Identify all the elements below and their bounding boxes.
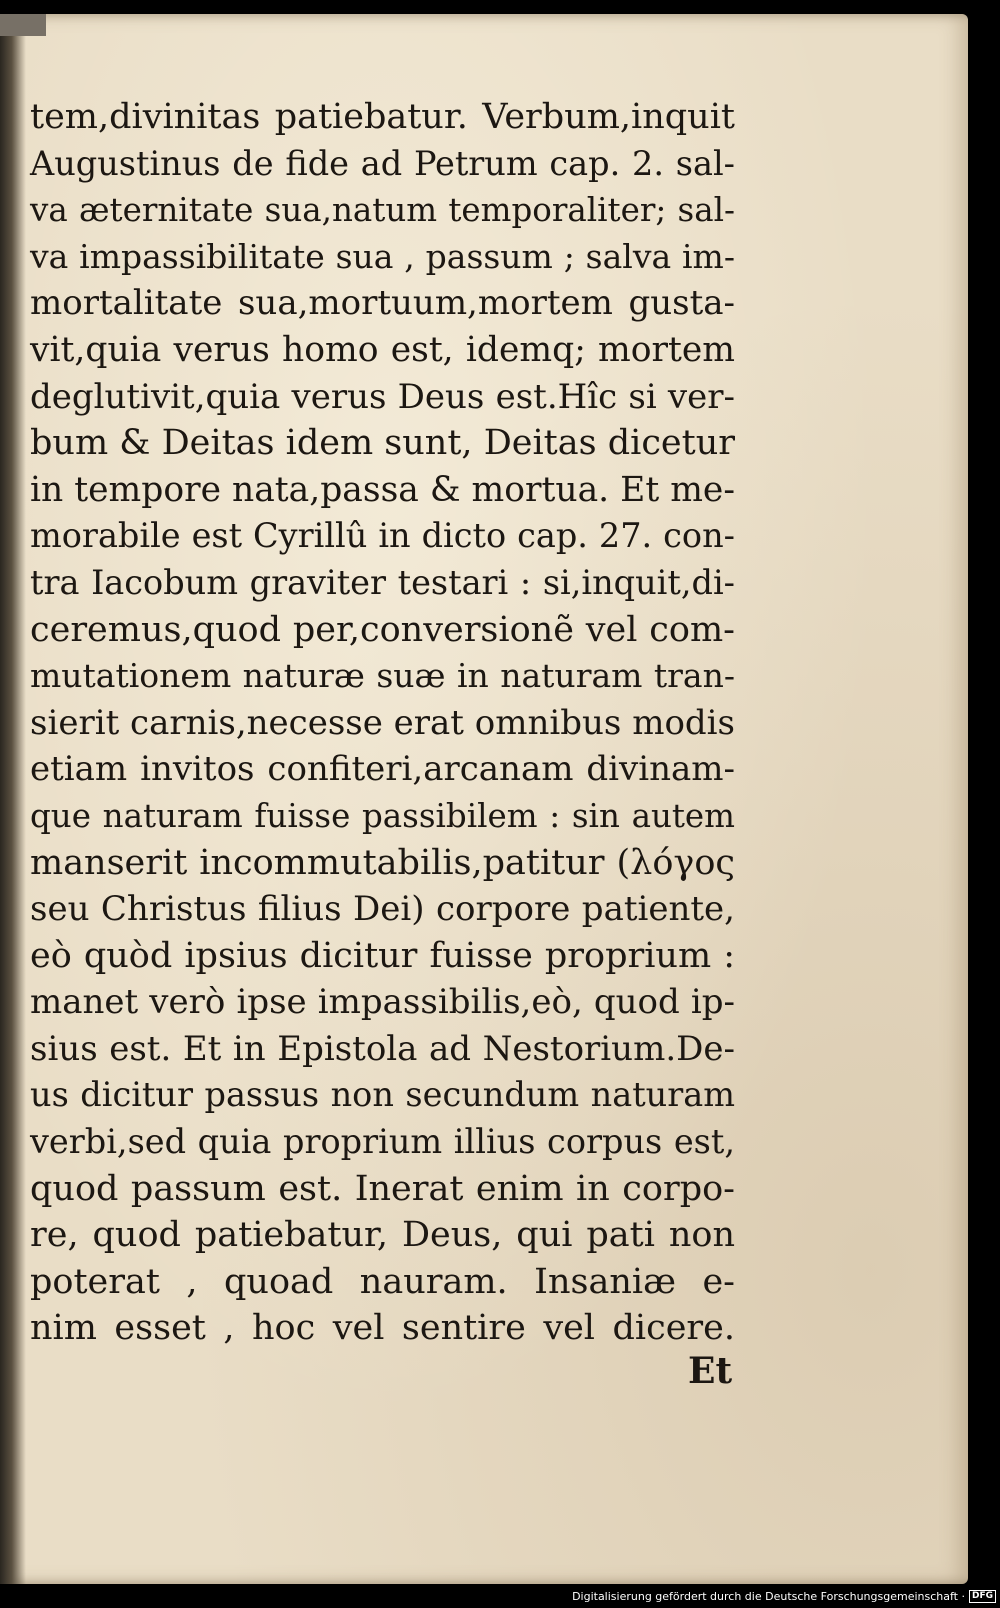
- text-line: morabile est Cyrillû in dicto cap. 27. con-: [30, 516, 735, 556]
- text-line: manet verò ipse impassibilis,eò, quod ip-: [30, 982, 735, 1023]
- text-line: deglutivit,quia verus Deus est.Hîc si ver-: [30, 376, 735, 417]
- text-line: poterat , quoad nauram. Insaniæ e-: [30, 1261, 735, 1302]
- text-line: va æternitate sua,natum temporaliter; sal-: [30, 191, 735, 230]
- text-line: re, quod patiebatur, Deus, qui pati non: [30, 1215, 735, 1256]
- text-line: eò quòd ipsius dicitur fuisse proprium :: [30, 935, 735, 976]
- digitization-credit: [572, 1588, 996, 1604]
- text-line: ceremus,quod per,conversionẽ vel com-: [30, 609, 735, 650]
- text-line: etiam invitos confiteri,arcanam divinam-: [30, 749, 735, 790]
- text-line: sius est. Et in Epistola ad Nestorium.De-: [30, 1028, 735, 1069]
- text-line: mortalitate sua,mortuum,mortem gusta-: [30, 283, 735, 324]
- dfg-logo: DFG: [969, 1590, 996, 1603]
- catchword: Et: [688, 1350, 733, 1392]
- text-line: sierit carnis,necesse erat omnibus modis: [30, 702, 735, 743]
- text-line: verbi,sed quia proprium illius corpus est,: [30, 1122, 735, 1162]
- text-line: nim esset , hoc vel sentire vel dicere.: [30, 1308, 735, 1349]
- text-line: quod passum est. Inerat enim in corpo-: [30, 1168, 735, 1209]
- page-text-block: [30, 94, 735, 1352]
- page-gutter-shadow: [0, 14, 26, 1584]
- text-line: mutationem naturæ suæ in naturam tran-: [30, 656, 735, 696]
- text-line: vit,quia verus homo est, idemq; mortem: [30, 329, 735, 370]
- text-line: tra Iacobum graviter testari : si,inquit,di-: [30, 562, 735, 602]
- text-line: Augustinus de fide ad Petrum cap. 2. sal-: [30, 143, 735, 183]
- text-line: us dicitur passus non secundum naturam: [30, 1075, 735, 1115]
- text-line: va impassibilitate sua , passum ; salva im-: [30, 236, 735, 276]
- page-corner-tab: [0, 14, 46, 36]
- credit-text: Digitalisierung gefördert durch die Deutsche Forschungsgemeinschaft ·: [572, 1589, 965, 1603]
- text-line: tem,divinitas patiebatur. Verbum,inquit: [30, 97, 735, 137]
- text-line: manserit incommutabilis,patitur (λόγος: [30, 842, 735, 883]
- text-line: in tempore nata,passa & mortua. Et me-: [30, 469, 735, 510]
- text-line: bum & Deitas idem sunt, Deitas dicetur: [30, 423, 735, 464]
- text-line: seu Christus filius Dei) corpore patiente,: [30, 889, 735, 930]
- text-line: que naturam fuisse passibilem : sin autem: [30, 796, 735, 835]
- book-page: [0, 14, 968, 1584]
